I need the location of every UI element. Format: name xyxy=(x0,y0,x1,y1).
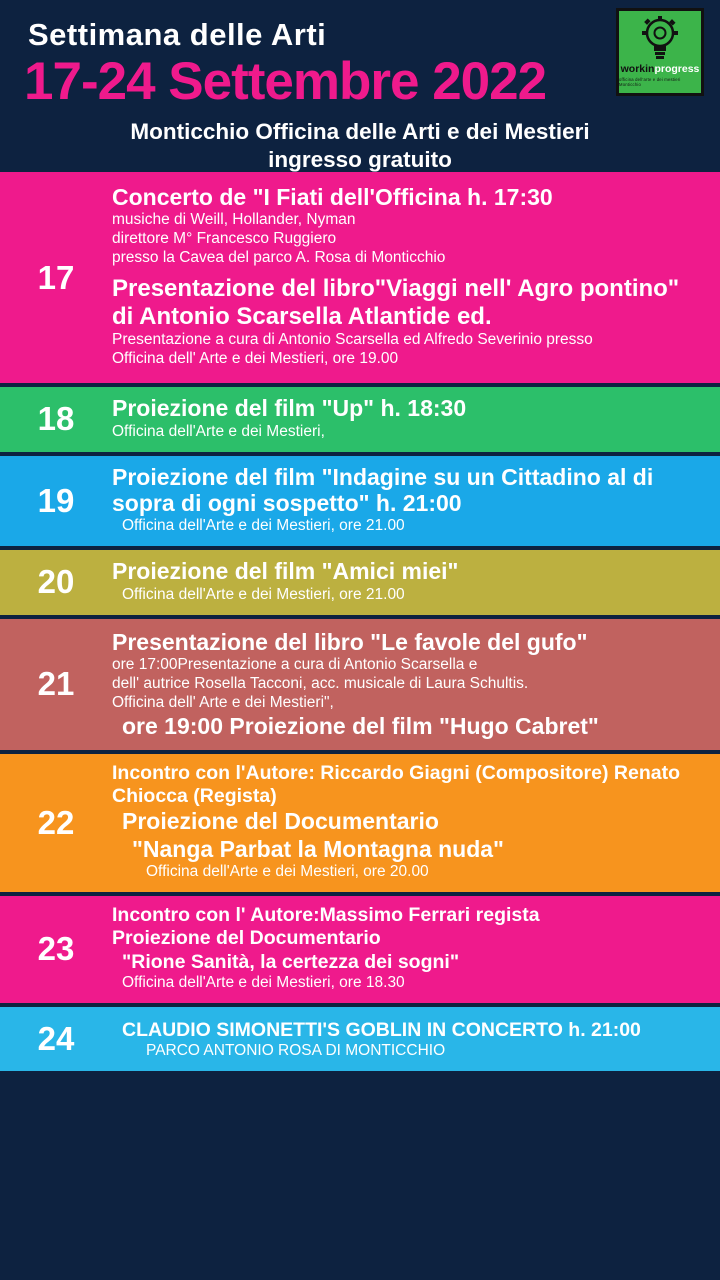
logo-wordmark xyxy=(621,64,700,75)
event-title: Concerto de "I Fiati dell'Officina h. 17:30 xyxy=(112,184,553,210)
event-title: "Rione Sanità, la certezza dei sogni" xyxy=(122,950,460,973)
logo-tagline: officina dell'arte e dei mestieri Monticchio xyxy=(619,76,681,87)
event-note: Officina dell'Arte e dei Mestieri, ore 20.00 xyxy=(146,862,429,880)
event-title: Proiezione del Documentario xyxy=(112,927,381,950)
event-title: Incontro con l'Autore: Riccardo Giagni (Compositore) Renato Chiocca (Regista) xyxy=(112,762,680,807)
day-number: 21 xyxy=(37,665,75,703)
day-row-24 xyxy=(0,1007,720,1071)
event-note: Officina dell'Arte e dei Mestieri, ore 21.00 xyxy=(122,517,405,535)
poster-header xyxy=(0,0,720,172)
day-number: 17 xyxy=(37,258,75,296)
day-row-20 xyxy=(0,550,720,614)
day-content xyxy=(112,550,720,614)
event-note: musiche di Weill, Hollander, Nyman xyxy=(112,211,356,229)
event-title: Presentazione del libro"Viaggi nell' Agro pontino" di Antonio Scarsella Atlantide ed. xyxy=(112,275,680,330)
event-note: presso la Cavea del parco A. Rosa di Monticchio xyxy=(112,249,446,267)
day-content xyxy=(112,387,720,451)
day-content xyxy=(112,619,720,751)
day-row-23 xyxy=(0,896,720,1003)
day-content xyxy=(112,754,720,892)
day-content xyxy=(112,172,720,383)
day-content xyxy=(112,456,720,547)
event-note: Officina dell' Arte e dei Mestieri, ore 19.00 xyxy=(112,350,399,368)
event-note: Officina dell'Arte e dei Mestieri, ore 18.30 xyxy=(122,974,405,992)
event-dates: 17-24 Settembre 2022 xyxy=(24,52,547,112)
day-row-18 xyxy=(0,387,720,451)
day-number: 23 xyxy=(37,930,75,968)
event-note: ore 17:00Presentazione a cura di Antonio Scarsella e xyxy=(112,656,478,674)
day-number: 20 xyxy=(37,563,75,601)
event-note: Officina dell'Arte e dei Mestieri, ore 21.00 xyxy=(122,585,405,603)
day-number: 22 xyxy=(37,804,75,842)
event-title: "Nanga Parbat la Montagna nuda" xyxy=(132,835,504,862)
event-note: direttore M° Francesco Ruggiero xyxy=(112,230,337,248)
day-row-19 xyxy=(0,456,720,547)
event-note: Officina dell' Arte e dei Mestieri", xyxy=(112,693,334,711)
event-title: Presentazione del libro "Le favole del gufo" xyxy=(112,628,588,655)
workinprogress-logo xyxy=(616,8,704,96)
event-title: Proiezione del Documentario xyxy=(122,808,439,835)
event-title: Proiezione del film "Up" h. 18:30 xyxy=(112,395,467,422)
day-content xyxy=(112,1007,720,1071)
logo-text-workin: workin xyxy=(620,63,655,75)
admission-note: ingresso gratuito xyxy=(268,146,452,172)
event-title: Proiezione del film "Indagine su un Cittadino al di sopra di ogni sospetto" h. 21:00 xyxy=(112,463,654,516)
day-number: 19 xyxy=(37,481,75,519)
day-row-22 xyxy=(0,754,720,892)
event-note: Officina dell'Arte e dei Mestieri, xyxy=(112,422,325,440)
spacer xyxy=(112,268,706,275)
event-title: Proiezione del film "Amici miei" xyxy=(112,558,459,585)
day-row-17 xyxy=(0,172,720,383)
event-title: ore 19:00 Proiezione del film "Hugo Cabret" xyxy=(122,712,599,739)
day-number: 24 xyxy=(37,1020,75,1058)
event-title: Incontro con l' Autore:Massimo Ferrari regista xyxy=(112,903,540,926)
event-note: dell' autrice Rosella Tacconi, acc. musicale di Laura Schultis. xyxy=(112,674,529,692)
event-note: Presentazione a cura di Antonio Scarsella ed Alfredo Severinio presso xyxy=(112,331,593,349)
event-title: CLAUDIO SIMONETTI'S GOBLIN IN CONCERTO h. 21:00 xyxy=(122,1019,641,1042)
day-number: 18 xyxy=(37,400,75,438)
page-title: Settimana delle Arti xyxy=(28,17,327,52)
logo-text-progress: progress xyxy=(654,63,700,75)
day-content xyxy=(112,896,720,1003)
venue-name: Monticchio Officina delle Arti e dei Mestieri xyxy=(130,118,590,144)
day-row-21 xyxy=(0,619,720,751)
event-note: PARCO ANTONIO ROSA DI MONTICCHIO xyxy=(146,1042,446,1060)
lightbulb-gear-icon xyxy=(638,15,682,63)
